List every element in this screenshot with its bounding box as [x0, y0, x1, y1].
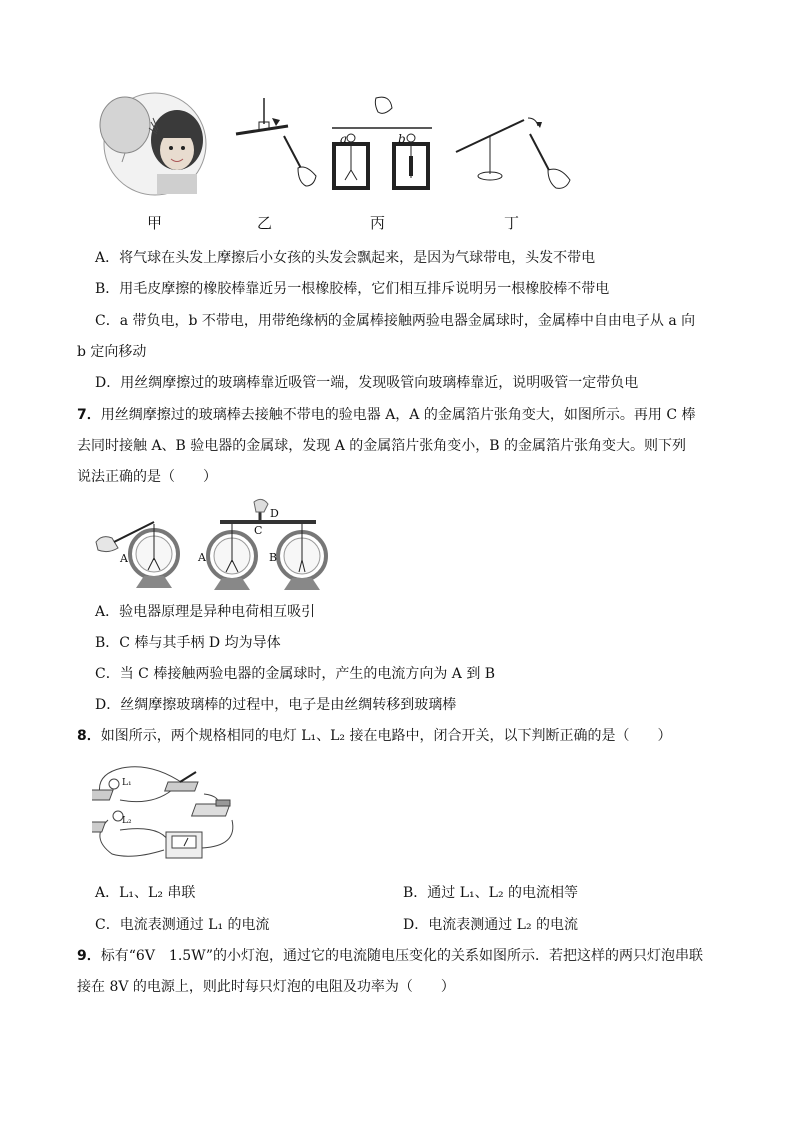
- q9-number: 9．: [77, 948, 101, 964]
- q7-figure: [92, 498, 332, 594]
- q7-stem-line3: 说法正确的是（ ）: [77, 469, 217, 485]
- fig-label-a: a: [340, 132, 348, 146]
- q7-label-a2: A: [198, 551, 206, 564]
- q8-stem-text: 如图所示，两个规格相同的电灯 L₁、L₂ 接在电路中，闭合开关，以下判断正确的是（ ）: [100, 728, 672, 744]
- q8-circuit-figure: [92, 760, 250, 864]
- q7-stem-line2: 去同时接触 A、B 验电器的金属球，发现 A 的金属箔片张角变小，B 的金属箔片张角变大。则下列: [77, 438, 687, 454]
- electroscope-b-pair: [278, 524, 326, 590]
- q8-option-c: C．电流表测通过 L₁ 的电流: [95, 917, 270, 933]
- q6-option-d: D．用丝绸摩擦过的玻璃棒靠近吸管一端，发现吸管向玻璃棒靠近，说明吸管一定带负电: [95, 375, 639, 391]
- caption-ding: 丁: [504, 214, 520, 232]
- q8-label-l2: L₂: [122, 816, 132, 826]
- q9-stem-text: 标有“6V 1.5W”的小灯泡，通过它的电流随电压变化的关系如图所示．若把这样的两只灯泡串联: [100, 948, 703, 964]
- q7-number: 7．: [77, 407, 101, 423]
- q7-option-a: A．验电器原理是异种电荷相互吸引: [95, 604, 316, 620]
- caption-jia: 甲: [147, 214, 163, 232]
- lamp-l2: [92, 811, 123, 832]
- q7-label-b: B: [269, 551, 278, 564]
- electroscope-a-single: [130, 524, 178, 588]
- falling-leaf: [375, 97, 392, 113]
- q6-option-a: A．将气球在头发上摩擦后小女孩的头发会飘起来，是因为气球带电，头发不带电: [95, 250, 596, 266]
- q7-stem-text: 用丝绸摩擦过的玻璃棒去接触不带电的验电器 A，A 的金属箔片张角变大，如图所示。再用 C 棒: [100, 407, 696, 423]
- q7-label-c: C: [254, 524, 263, 537]
- fig-label-b: b: [398, 132, 406, 146]
- q7-option-d: D．丝绸摩擦玻璃棒的过程中，电子是由丝绸转移到玻璃棒: [95, 697, 457, 713]
- q8-label-l1: L₁: [122, 778, 132, 788]
- ammeter: [166, 832, 202, 858]
- lamp-l1: [92, 779, 119, 800]
- q6-figure-ding: [452, 112, 578, 192]
- q8-option-b: B．通过 L₁、L₂ 的电流相等: [403, 885, 579, 901]
- q7-option-c: C．当 C 棒接触两验电器的金属球时，产生的电流方向为 A 到 B: [95, 666, 496, 682]
- q8-stem: [77, 727, 671, 745]
- q7-stem-line1: [77, 406, 695, 424]
- caption-bing: 丙: [370, 214, 386, 232]
- q7-label-d: D: [270, 507, 279, 520]
- q8-option-a: A．L₁、L₂ 串联: [95, 885, 196, 901]
- q8-option-d: D．电流表测通过 L₂ 的电流: [403, 917, 579, 933]
- balloon: [100, 97, 150, 153]
- q7-option-b: B．C 棒与其手柄 D 均为导体: [95, 635, 281, 651]
- q6-option-c-line1: C．a 带负电，b 不带电，用带绝缘柄的金属棒接触两验电器金属球时，金属棒中自由电子从 a 向: [95, 313, 696, 329]
- q6-option-b: B．用毛皮摩擦的橡胶棒靠近另一根橡胶棒，它们相互排斥说明另一根橡胶棒不带电: [95, 281, 610, 297]
- caption-yi: 乙: [257, 214, 273, 232]
- q6-figure-jia: [95, 92, 213, 200]
- q8-number: 8．: [77, 728, 101, 744]
- q9-stem-line2: 接在 8V 的电源上，则此时每只灯泡的电阻及功率为（ ）: [77, 979, 455, 995]
- battery: [192, 800, 230, 816]
- q6-option-c-line2: b 定向移动: [77, 344, 147, 360]
- electroscope-a-pair: [208, 524, 256, 590]
- q6-figure-yi: [232, 96, 324, 190]
- q7-label-a1: A: [120, 552, 128, 565]
- q9-stem-line1: [77, 947, 703, 965]
- switch: [165, 772, 198, 791]
